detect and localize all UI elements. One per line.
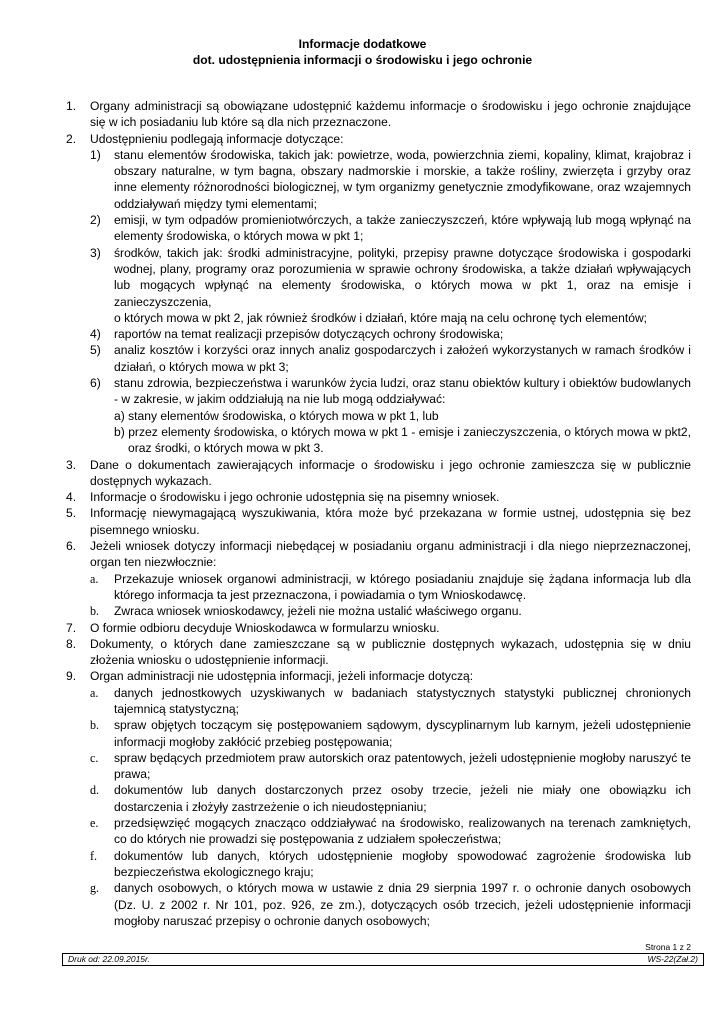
form-code: WS-22(Zał.2)	[647, 954, 698, 964]
subitem-letter: d.	[90, 783, 100, 798]
subitem-letter: g.	[90, 881, 100, 896]
sublist-item	[90, 212, 691, 245]
subitem-letter: a.	[90, 685, 99, 700]
sublist-item	[90, 342, 691, 375]
page-number: Strona 1 z 2	[645, 942, 691, 952]
sublist-item	[90, 848, 691, 881]
item-number: 1.	[66, 99, 77, 113]
subitem-text: raportów na temat realizacji przepisów dotyczących ochrony środowiska;	[114, 327, 504, 342]
item-text: Informacje o środowisku i jego ochronie udostępnia się na pisemny wniosek.	[90, 490, 500, 505]
item-text: O formie odbioru decyduje Wnioskodawca w formularzu wniosku.	[90, 620, 440, 635]
title-line-1: Informacje dodatkowe	[298, 37, 427, 51]
subitem-number: 6)	[90, 376, 101, 391]
subitem-text: środków, takich jak: środki administracyjne, polityki, przepisy prawne dotyczące środowiska i gospodarki wodnej, plany, programy oraz porozumienia w sprawie ochrony środowiska, a także działań wpływających lub mogących wpłynąć na elementy środowiska, o których mowa w pkt 1, oraz na emisje i zanieczyszczenia,	[114, 245, 691, 309]
list-item-6	[66, 538, 691, 619]
sublist-item	[90, 815, 691, 848]
footer-bar	[62, 953, 704, 966]
item-text: Dokumenty, o których dane zamieszczane są w publicznie dostępnych wykazach, udostępnia się w dniu złożenia wniosku o udostępnienie informacji.	[90, 636, 691, 668]
sublist-item	[90, 685, 691, 718]
sublist-item	[90, 571, 691, 604]
item-6-sublist	[90, 571, 691, 620]
subitem-number: 1)	[90, 147, 101, 162]
sublist-item	[90, 782, 691, 815]
subitem-text: spraw będących przedmiotem praw autorskich oraz patentowych, jeżeli udostępnienie mogłoby naruszyć te prawa;	[114, 750, 691, 782]
list-item-8	[66, 636, 691, 669]
subsub-item-a: a) stany elementów środowiska, o których mowa w pkt 1, lub	[114, 408, 439, 423]
subitem-letter: e.	[90, 816, 99, 831]
item-number: 5.	[66, 506, 77, 521]
subitem-text: stanu elementów środowiska, takich jak: powietrze, woda, powierzchnia ziemi, kopaliny, klimat, krajobraz i obszary naturalne, w tym bagna, obszary nadmorskie i morskie, a także rośliny, zwierzęta i grzyby oraz inne elementy różnorodności biologicznej, w tym organizmy genetycznie zmodyfikowane, oraz wzajemnych oddziaływań między tymi elementami;	[114, 147, 691, 211]
list-item-9	[66, 668, 691, 929]
item-text: Informację niewymagającą wyszukiwania, która może być przekazana w formie ustnej, udostępnia się bez pisemnego wniosku.	[90, 506, 691, 537]
list-item-4	[66, 489, 691, 505]
subitem-text: emisji, w tym odpadów promieniotwórczych, a także zanieczyszczeń, które wpływają lub mogą wpłynąć na elementy środowiska, o których mowa w pkt 1;	[114, 213, 691, 244]
item-number: 9.	[66, 669, 77, 684]
print-date: Druk od: 22.09.2015r.	[68, 954, 150, 964]
subitem-text: danych osobowych, o których mowa w ustawie z dnia 29 sierpnia 1997 r. o ochronie danych osobowych (Dz. U. z 2002 r. Nr 101, poz. 926, ze zm.), dotyczących osób trzecich, jeżeli udostępnienie informacji mogłoby naruszać przepisy o ochronie danych osobowych;	[114, 881, 691, 928]
subitem-letter: a.	[90, 571, 99, 586]
subitem-letter: f.	[90, 848, 98, 863]
item-9-sublist	[90, 685, 691, 929]
sublist-item	[90, 245, 691, 326]
item-number: 2.	[66, 131, 77, 146]
item-text: Organy administracji są obowiązane udostępnić każdemu informacje o środowisku i jego ochronie znajdujące się w ich posiadaniu lub które są dla nich przeznaczone.	[90, 99, 691, 130]
sublist-item	[90, 375, 691, 456]
subitem-text: dokumentów lub danych dostarczonych przez osoby trzecie, jeżeli nie miały one obowiązku ich dostarczenia i złożyły zastrzeżenie o ich nieudostępnianiu;	[114, 783, 691, 814]
sublist-item	[90, 750, 691, 783]
list-item-1	[66, 98, 691, 131]
item-number: 7.	[66, 620, 77, 635]
subitem-text: analiz kosztów i korzyści oraz innych analiz gospodarczych i założeń wykorzystanych w ramach środków i działań, o których mowa w pkt 3;	[114, 343, 691, 374]
title-line-2: dot. udostępnienia informacji o środowisku i jego ochronie	[192, 53, 533, 67]
list-item-2	[66, 131, 691, 457]
subitem-continuation: o których mowa w pkt 2, jak również środków i działań, które mają na celu ochronę tych elementów;	[114, 310, 648, 325]
item-2-sublist	[90, 147, 691, 457]
subsub-item-b: b) przez elementy środowiska, o których mowa w pkt 1 - emisje i zanieczyszczenia, o których mowa w pkt2, oraz środki, o których mowa w pkt 3.	[114, 424, 691, 456]
subitem-text: spraw objętych toczącym się postępowaniem sądowym, dyscyplinarnym lub karnym, jeżeli udostępnienie informacji mogłoby zakłócić przebieg postępowania;	[114, 718, 691, 749]
subitem-text: dokumentów lub danych, których udostępnienie mogłoby spowodować zagrożenie środowiska lub bezpieczeństwa ekologicznego kraju;	[114, 848, 691, 879]
sublist-item	[90, 326, 691, 342]
item-text: Dane o dokumentach zawierających informacje o środowisku i jego ochronie zamieszcza się w publicznie dostępnych wykazach.	[90, 457, 691, 488]
subitem-letter: b.	[90, 718, 100, 733]
list-item-3	[66, 457, 691, 490]
sublist-item	[90, 147, 691, 212]
item-text: Organ administracji nie udostępnia informacji, jeżeli informacje dotyczą:	[90, 669, 474, 684]
subitem-number: 3)	[90, 245, 101, 260]
document-title	[0, 36, 725, 68]
subitem-number: 2)	[90, 213, 101, 228]
subitem-number: 4)	[90, 327, 101, 342]
item-text: Udostępnieniu podlegają informacje dotyczące:	[90, 131, 344, 146]
item-number: 6.	[66, 539, 77, 554]
item-number: 8.	[66, 636, 77, 651]
sublist-item	[90, 603, 691, 619]
subitem-text: danych jednostkowych uzyskiwanych w badaniach statystycznych statystyki publicznej chronionych tajemnicą statystyczną;	[114, 685, 691, 716]
list-item-7	[66, 620, 691, 636]
subitem-text: Zwraca wniosek wnioskodawcy, jeżeli nie można ustalić właściwego organu.	[114, 604, 522, 619]
item-number: 3.	[66, 457, 77, 472]
subitem-letter: b.	[90, 604, 100, 619]
subitem-text: Przekazuje wniosek organowi administracji, w którego posiadaniu znajduje się żądana informacja lub dla którego informacja ta jest przeznaczona, i powiadamia o tym Wnioskodawcę.	[114, 571, 691, 602]
item-text: Jeżeli wniosek dotyczy informacji niebędącej w posiadaniu organu administracji i dla niego nieprzeznaczonej, organ ten niezwłocznie:	[90, 539, 691, 570]
list-item-5	[66, 505, 691, 538]
subitem-number: 5)	[90, 343, 101, 358]
subitem-text: przedsięwzięć mogących znacząco oddziaływać na środowisko, realizowanych na terenach zamkniętych, co do których nie prowadzi się postępowania z udziałem społeczeństwa;	[114, 816, 691, 847]
sublist-item	[90, 717, 691, 750]
sublist-item	[90, 880, 691, 929]
item-number: 4.	[66, 490, 77, 505]
subitem-letter: c.	[90, 750, 99, 765]
document-body	[66, 98, 691, 929]
subitem-text: stanu zdrowia, bezpieczeństwa i warunków życia ludzi, oraz stanu obiektów kultury i obiektów budowlanych - w zakresie, w jakim oddziałują na nie lub mogą oddziaływać:	[114, 376, 691, 407]
main-list	[66, 98, 691, 929]
